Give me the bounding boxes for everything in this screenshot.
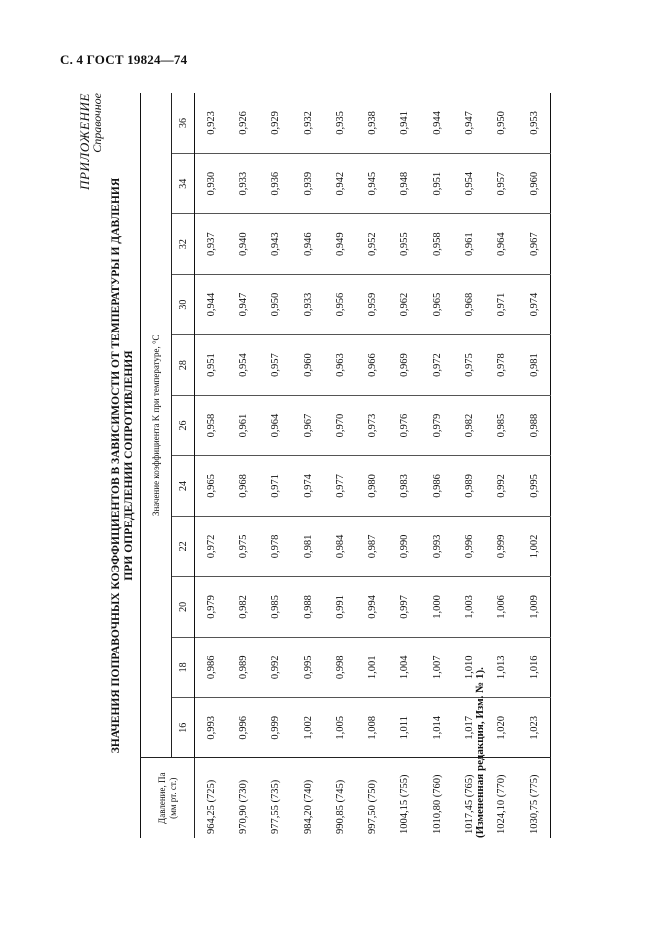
coefficient-cell: 0,961 <box>227 395 259 455</box>
coefficient-cell: 0,996 <box>453 516 485 576</box>
coefficient-cell: 0,952 <box>356 214 388 274</box>
table-row <box>486 93 518 838</box>
coefficient-cell: 0,975 <box>227 516 259 576</box>
coefficient-cell: 0,942 <box>324 153 356 213</box>
coefficient-cell: 0,947 <box>227 274 259 334</box>
coefficient-cell: 0,974 <box>292 456 324 516</box>
coefficient-cell: 0,974 <box>518 274 551 334</box>
coefficient-cell: 0,957 <box>260 335 292 395</box>
coefficient-cell: 0,963 <box>324 335 356 395</box>
coefficient-cell: 0,993 <box>195 698 228 758</box>
coefficient-cell: 0,955 <box>389 214 421 274</box>
temperature-header-cell: 16 <box>172 698 195 758</box>
temperature-header-cell: 24 <box>172 456 195 516</box>
coefficient-cell: 0,979 <box>421 395 453 455</box>
coefficient-cell: 1,000 <box>421 577 453 637</box>
coefficient-cell: 0,971 <box>486 274 518 334</box>
coefficient-cell: 1,016 <box>518 637 551 697</box>
coefficient-cell: 0,992 <box>486 456 518 516</box>
temperature-header-cell: 28 <box>172 335 195 395</box>
table-row <box>324 93 356 838</box>
coefficient-table <box>140 93 551 838</box>
pressure-cell: 984,20 (740) <box>292 758 324 838</box>
coefficient-cell: 0,978 <box>260 516 292 576</box>
pressure-cell: 990,85 (745) <box>324 758 356 838</box>
coefficient-cell: 0,951 <box>421 153 453 213</box>
table-title <box>110 93 136 838</box>
pressure-cell: 997,50 (750) <box>356 758 388 838</box>
coefficient-cell: 0,962 <box>389 274 421 334</box>
coefficient-cell: 0,969 <box>389 335 421 395</box>
coefficient-cell: 0,964 <box>260 395 292 455</box>
coefficient-cell: 0,999 <box>260 698 292 758</box>
coefficient-cell: 0,988 <box>518 395 551 455</box>
coefficient-cell: 1,014 <box>421 698 453 758</box>
coefficient-cell: 0,973 <box>356 395 388 455</box>
temperature-header-cell: 22 <box>172 516 195 576</box>
coefficient-cell: 0,960 <box>518 153 551 213</box>
coefficient-cell: 0,994 <box>356 577 388 637</box>
coefficient-cell: 0,944 <box>195 274 228 334</box>
table-row <box>227 93 259 838</box>
coefficient-cell: 0,965 <box>195 456 228 516</box>
coefficient-cell: 0,987 <box>356 516 388 576</box>
coefficient-cell: 0,984 <box>324 516 356 576</box>
coefficient-cell: 0,953 <box>528 111 540 135</box>
coefficient-cell: 1,003 <box>453 577 485 637</box>
coefficient-cell: 0,981 <box>292 516 324 576</box>
coefficient-cell: 0,933 <box>227 153 259 213</box>
coefficient-cell: 0,929 <box>270 111 282 135</box>
coefficient-cell: 0,993 <box>421 516 453 576</box>
coefficient-cell: 0,985 <box>486 395 518 455</box>
coefficient-cell: 0,996 <box>227 698 259 758</box>
coefficient-cell: 0,949 <box>324 214 356 274</box>
coefficient-cell: 1,008 <box>356 698 388 758</box>
table-row <box>260 93 292 838</box>
coefficient-cell: 0,989 <box>453 456 485 516</box>
coefficient-cell: 0,966 <box>356 335 388 395</box>
table-row <box>389 93 421 838</box>
temperature-header-cell: 34 <box>172 153 195 213</box>
appendix-label <box>78 93 104 190</box>
coefficient-cell: 1,001 <box>356 637 388 697</box>
coefficient-cell: 0,986 <box>421 456 453 516</box>
coefficient-cell: 0,964 <box>486 214 518 274</box>
coefficient-cell: 1,009 <box>518 577 551 637</box>
coefficient-cell: 0,954 <box>227 335 259 395</box>
coefficient-cell: 0,965 <box>421 274 453 334</box>
pressure-cell: 964,25 (725) <box>195 758 228 838</box>
table-row <box>292 93 324 838</box>
coefficient-cell: 0,954 <box>453 153 485 213</box>
coefficient-cell: 1,023 <box>518 698 551 758</box>
appendix-subtitle: Справочное <box>90 93 104 153</box>
coefficient-cell: 0,967 <box>292 395 324 455</box>
coefficient-cell: 0,950 <box>496 111 508 135</box>
pressure-cell: 1010,80 (760) <box>421 758 453 838</box>
coefficient-cell: 0,985 <box>260 577 292 637</box>
temperature-group-header: Значение коэффициента K при температуре, °С <box>141 93 172 758</box>
coefficient-cell: 0,957 <box>486 153 518 213</box>
coefficient-cell: 0,979 <box>195 577 228 637</box>
coefficient-cell: 0,990 <box>389 516 421 576</box>
temperature-header-cell: 20 <box>172 577 195 637</box>
coefficient-cell: 0,982 <box>227 577 259 637</box>
coefficient-cell: 0,968 <box>227 456 259 516</box>
pressure-cell: 1030,75 (775) <box>518 758 551 838</box>
coefficient-cell: 0,956 <box>324 274 356 334</box>
coefficient-cell: 0,981 <box>518 335 551 395</box>
coefficient-cell: 0,941 <box>399 111 411 135</box>
coefficient-cell: 1,006 <box>486 577 518 637</box>
coefficient-cell: 0,995 <box>292 637 324 697</box>
coefficient-cell: 0,992 <box>260 637 292 697</box>
coefficient-cell: 0,975 <box>453 335 485 395</box>
coefficient-cell: 0,986 <box>195 637 228 697</box>
pressure-header-line2: (мм рт. ст.) <box>167 777 178 819</box>
coefficient-cell: 0,948 <box>389 153 421 213</box>
coefficient-cell: 0,940 <box>227 214 259 274</box>
coefficient-cell: 0,972 <box>421 335 453 395</box>
coefficient-cell: 0,983 <box>389 456 421 516</box>
coefficient-cell: 1,017 <box>453 698 485 758</box>
coefficient-cell: 0,945 <box>356 153 388 213</box>
coefficient-cell: 1,007 <box>421 637 453 697</box>
temperature-header-row <box>172 93 195 838</box>
coefficient-cell: 1,020 <box>486 698 518 758</box>
pressure-cell: 1024,10 (770) <box>486 758 518 838</box>
coefficient-cell: 0,989 <box>227 637 259 697</box>
pressure-cell: 1017,45 (765) <box>453 758 485 838</box>
coefficient-cell: 0,980 <box>356 456 388 516</box>
pressure-cell: 970,90 (730) <box>227 758 259 838</box>
coefficient-cell: 0,982 <box>453 395 485 455</box>
coefficient-cell: 0,932 <box>302 111 314 135</box>
temperature-header-cell: 18 <box>172 637 195 697</box>
temperature-header-cell: 30 <box>172 274 195 334</box>
table-row <box>421 93 453 838</box>
coefficient-cell: 0,967 <box>518 214 551 274</box>
table-row <box>195 93 228 838</box>
appendix-title: ПРИЛОЖЕНИЕ <box>77 93 92 190</box>
coefficient-cell: 0,971 <box>260 456 292 516</box>
coefficient-cell: 0,997 <box>389 577 421 637</box>
coefficient-cell: 0,946 <box>292 214 324 274</box>
pressure-header-line1: Давление, Па <box>156 772 167 824</box>
coefficient-cell: 0,988 <box>292 577 324 637</box>
coefficient-cell: 1,004 <box>389 637 421 697</box>
rotated-content <box>77 93 540 838</box>
amendment-note: (Измененная редакция, Изм. № 1). <box>474 667 486 838</box>
coefficient-cell: 0,938 <box>367 111 379 135</box>
coefficient-cell: 0,958 <box>421 214 453 274</box>
coefficient-cell: 0,960 <box>292 335 324 395</box>
coefficient-cell: 0,999 <box>486 516 518 576</box>
coefficient-cell: 0,937 <box>195 214 228 274</box>
coefficient-cell: 0,970 <box>324 395 356 455</box>
temperature-header-cell: 32 <box>172 214 195 274</box>
coefficient-cell: 0,959 <box>356 274 388 334</box>
coefficient-cell: 0,961 <box>453 214 485 274</box>
coefficient-cell: 0,930 <box>195 153 228 213</box>
coefficient-cell: 1,010 <box>453 637 485 697</box>
coefficient-cell: 0,943 <box>260 214 292 274</box>
coefficient-cell: 0,978 <box>486 335 518 395</box>
coefficient-cell: 0,935 <box>334 111 346 135</box>
coefficient-cell: 0,950 <box>260 274 292 334</box>
coefficient-cell: 0,972 <box>195 516 228 576</box>
coefficient-cell: 1,013 <box>486 637 518 697</box>
table-row <box>518 93 551 838</box>
coefficient-cell: 1,002 <box>518 516 551 576</box>
coefficient-cell: 0,933 <box>292 274 324 334</box>
coefficient-cell: 0,926 <box>237 111 249 135</box>
pressure-cell: 977,55 (735) <box>260 758 292 838</box>
coefficient-cell: 0,951 <box>195 335 228 395</box>
table-body <box>195 93 551 838</box>
coefficient-cell: 0,947 <box>464 111 476 135</box>
temperature-header-cell: 26 <box>172 395 195 455</box>
table-title-line1: ЗНАЧЕНИЯ ПОПРАВОЧНЫХ КОЭФФИЦИЕНТОВ В ЗАВИСИМОСТИ ОТ ТЕМПЕРАТУРЫ И ДАВЛЕНИЯ <box>110 177 122 754</box>
pressure-cell: 1004,15 (755) <box>389 758 421 838</box>
table-row <box>356 93 388 838</box>
coefficient-cell: 1,002 <box>292 698 324 758</box>
coefficient-cell: 1,011 <box>389 698 421 758</box>
coefficient-cell: 0,958 <box>195 395 228 455</box>
coefficient-cell: 0,998 <box>324 637 356 697</box>
coefficient-cell: 0,968 <box>453 274 485 334</box>
page-header: С. 4 ГОСТ 19824—74 <box>60 52 188 67</box>
temperature-header-cell: 36 <box>172 93 195 153</box>
coefficient-cell: 1,005 <box>324 698 356 758</box>
table-title-line2: ПРИ ОПРЕДЕЛЕНИИ СОПРОТИВЛЕНИЯ <box>123 350 135 581</box>
coefficient-cell: 0,995 <box>518 456 551 516</box>
coefficient-cell: 0,991 <box>324 577 356 637</box>
coefficient-cell: 0,923 <box>205 111 217 135</box>
coefficient-cell: 0,939 <box>292 153 324 213</box>
coefficient-cell: 0,976 <box>389 395 421 455</box>
coefficient-cell: 0,977 <box>324 456 356 516</box>
pressure-column-header <box>141 758 195 838</box>
coefficient-cell: 0,936 <box>260 153 292 213</box>
coefficient-cell: 0,944 <box>431 111 443 135</box>
